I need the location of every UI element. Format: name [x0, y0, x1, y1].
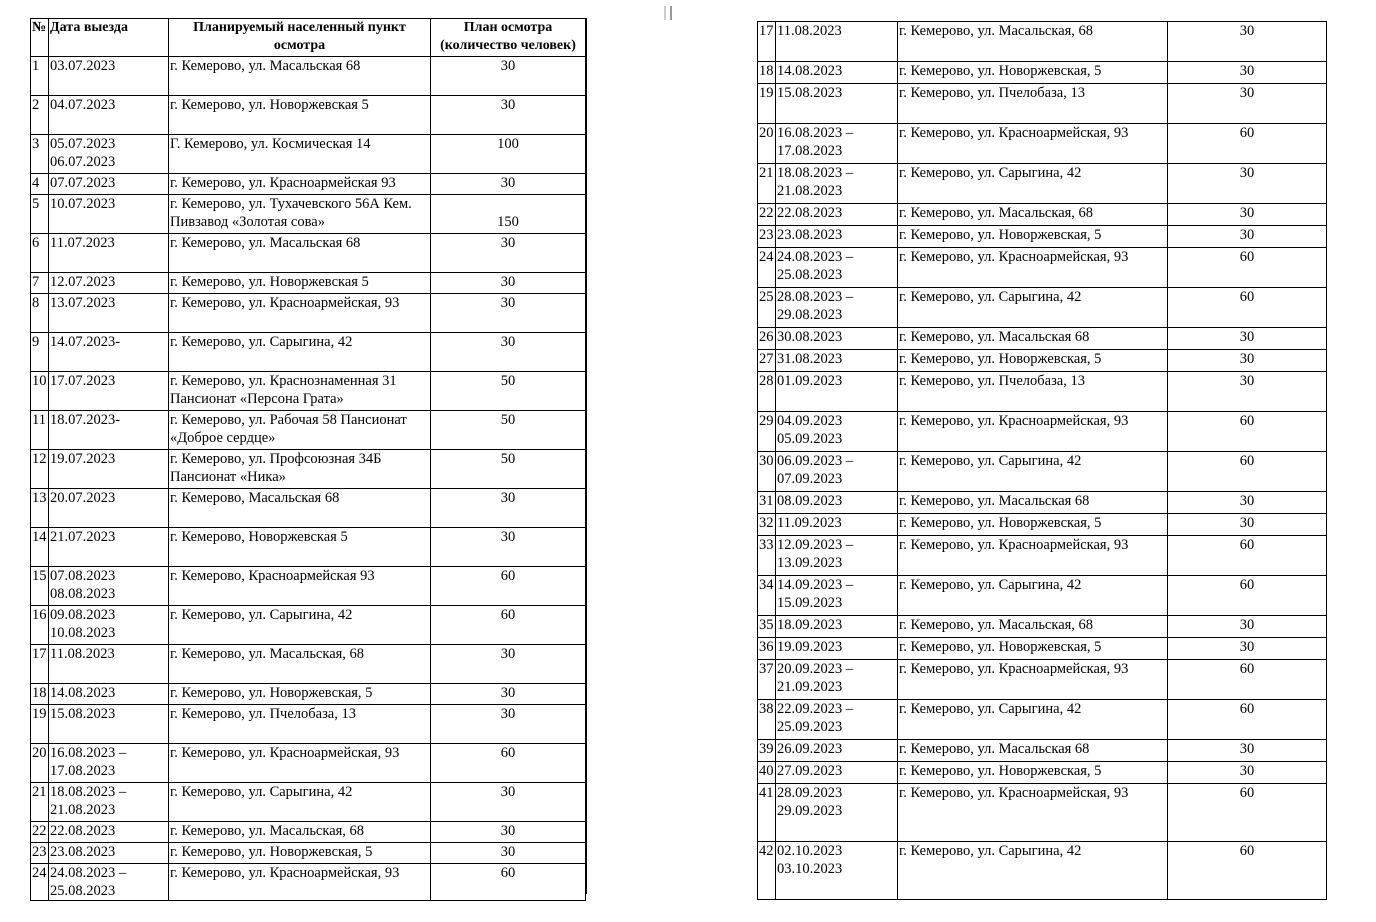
- row-plan: 30: [1168, 740, 1327, 762]
- table-row: [31, 567, 586, 606]
- row-plan: 30: [431, 489, 586, 528]
- row-plan: 60: [431, 864, 586, 901]
- table-row: [758, 452, 1327, 492]
- table-row: [758, 226, 1327, 248]
- table-row: [31, 273, 586, 294]
- row-plan: 60: [431, 606, 586, 645]
- row-date: 11.08.2023: [776, 22, 898, 62]
- row-date: 10.07.2023: [49, 195, 169, 234]
- row-place: г. Кемерово, ул. Новоржевская, 5: [898, 350, 1168, 372]
- row-place: г. Кемерово, ул. Сарыгина, 42: [898, 576, 1168, 616]
- row-num: 25: [758, 288, 776, 328]
- row-num: 20: [31, 744, 49, 783]
- row-place: г. Кемерово, ул. Масальская 68: [898, 740, 1168, 762]
- table-row: [758, 784, 1327, 842]
- row-place: г. Кемерово, ул. Красноармейская, 93: [898, 536, 1168, 576]
- row-date: 08.09.2023: [776, 492, 898, 514]
- row-plan: 30: [1168, 492, 1327, 514]
- row-num: 11: [31, 411, 49, 450]
- row-num: 24: [31, 864, 49, 901]
- row-plan: 60: [1168, 248, 1327, 288]
- row-num: 3: [31, 135, 49, 174]
- table-row: [31, 372, 586, 411]
- row-place: г. Кемерово, ул. Сарыгина, 42: [169, 783, 431, 822]
- row-place: г. Кемерово, ул. Масальская, 68: [898, 22, 1168, 62]
- row-plan: 30: [431, 822, 586, 843]
- row-place: г. Кемерово, ул. Новоржевская 5: [169, 273, 431, 294]
- row-num: 18: [31, 684, 49, 705]
- row-place: г. Кемерово, ул. Новоржевская, 5: [898, 638, 1168, 660]
- row-plan: 60: [1168, 784, 1327, 842]
- row-num: 31: [758, 492, 776, 514]
- row-plan: 30: [1168, 328, 1327, 350]
- schedule-table-right: [757, 21, 1327, 900]
- row-num: 7: [31, 273, 49, 294]
- row-plan: 30: [1168, 164, 1327, 204]
- table-header-row: [31, 19, 586, 57]
- row-date: 21.07.2023: [49, 528, 169, 567]
- row-num: 17: [31, 645, 49, 684]
- row-plan: 60: [1168, 700, 1327, 740]
- header-date: Дата выезда: [49, 19, 169, 57]
- row-place: г. Кемерово, ул. Масальская, 68: [169, 645, 431, 684]
- row-date: 14.08.2023: [49, 684, 169, 705]
- table-row: [758, 350, 1327, 372]
- row-plan: 30: [431, 294, 586, 333]
- row-num: 14: [31, 528, 49, 567]
- row-place: г. Кемерово, ул. Масальская 68: [898, 492, 1168, 514]
- row-date: 18.08.2023 – 21.08.2023: [776, 164, 898, 204]
- row-plan: 30: [431, 783, 586, 822]
- row-num: 30: [758, 452, 776, 492]
- row-num: 16: [31, 606, 49, 645]
- table-row: [31, 57, 586, 96]
- row-date: 17.07.2023: [49, 372, 169, 411]
- row-place: г. Кемерово, Новоржевская 5: [169, 528, 431, 567]
- row-plan: 150: [431, 195, 586, 234]
- row-plan: 30: [1168, 514, 1327, 536]
- row-date: 28.08.2023 – 29.08.2023: [776, 288, 898, 328]
- row-plan: 30: [1168, 204, 1327, 226]
- row-plan: 50: [431, 450, 586, 489]
- left-table-right-border: [585, 18, 587, 894]
- row-place: г. Кемерово, ул. Рабочая 58 Пансионат «Доброе сердце»: [169, 411, 431, 450]
- row-num: 26: [758, 328, 776, 350]
- row-num: 22: [31, 822, 49, 843]
- row-date: 13.07.2023: [49, 294, 169, 333]
- row-date: 09.08.2023 10.08.2023: [49, 606, 169, 645]
- row-date: 27.09.2023: [776, 762, 898, 784]
- row-num: 6: [31, 234, 49, 273]
- row-num: 20: [758, 124, 776, 164]
- row-plan: 30: [431, 705, 586, 744]
- row-plan: 30: [431, 684, 586, 705]
- row-place: г. Кемерово, ул. Красноармейская, 93: [898, 784, 1168, 842]
- row-date: 14.09.2023 – 15.09.2023: [776, 576, 898, 616]
- table-row: [31, 489, 586, 528]
- row-date: 05.07.2023 06.07.2023: [49, 135, 169, 174]
- row-date: 30.08.2023: [776, 328, 898, 350]
- row-num: 38: [758, 700, 776, 740]
- row-date: 07.07.2023: [49, 174, 169, 195]
- row-plan: 60: [1168, 288, 1327, 328]
- row-num: 4: [31, 174, 49, 195]
- row-num: 37: [758, 660, 776, 700]
- row-place: г. Кемерово, ул. Красноармейская, 93: [898, 248, 1168, 288]
- row-plan: 60: [1168, 452, 1327, 492]
- row-date: 31.08.2023: [776, 350, 898, 372]
- table-row: [758, 372, 1327, 412]
- row-place: г. Кемерово, ул. Новоржевская, 5: [898, 762, 1168, 784]
- row-place: г. Кемерово, ул. Красноармейская, 93: [169, 744, 431, 783]
- table-row: [758, 204, 1327, 226]
- row-date: 19.07.2023: [49, 450, 169, 489]
- row-num: 23: [31, 843, 49, 864]
- row-num: 9: [31, 333, 49, 372]
- row-num: 28: [758, 372, 776, 412]
- row-num: 39: [758, 740, 776, 762]
- row-num: 40: [758, 762, 776, 784]
- row-place: г. Кемерово, ул. Пчелобаза, 13: [898, 84, 1168, 124]
- row-num: 17: [758, 22, 776, 62]
- row-plan: 60: [431, 744, 586, 783]
- table-row: [758, 638, 1327, 660]
- row-date: 04.07.2023: [49, 96, 169, 135]
- row-plan: 50: [431, 372, 586, 411]
- row-place: Г. Кемерово, ул. Космическая 14: [169, 135, 431, 174]
- table-row: [31, 135, 586, 174]
- row-num: 41: [758, 784, 776, 842]
- row-num: 21: [758, 164, 776, 204]
- row-date: 06.09.2023 – 07.09.2023: [776, 452, 898, 492]
- row-date: 15.08.2023: [776, 84, 898, 124]
- table-row: [31, 843, 586, 864]
- header-num: №: [31, 19, 49, 57]
- row-plan: 30: [1168, 84, 1327, 124]
- row-plan: 30: [431, 528, 586, 567]
- row-place: г. Кемерово, ул. Сарыгина, 42: [169, 333, 431, 372]
- row-num: 32: [758, 514, 776, 536]
- row-date: 19.09.2023: [776, 638, 898, 660]
- row-date: 28.09.2023 29.09.2023: [776, 784, 898, 842]
- table-row: [31, 174, 586, 195]
- table-row: [31, 96, 586, 135]
- row-date: 11.07.2023: [49, 234, 169, 273]
- row-place: г. Кемерово, ул. Масальская, 68: [898, 616, 1168, 638]
- header-plan: План осмотра (количество человек): [431, 19, 586, 57]
- table-row: [758, 514, 1327, 536]
- table-row: [31, 333, 586, 372]
- row-place: г. Кемерово, Красноармейская 93: [169, 567, 431, 606]
- row-plan: 30: [431, 57, 586, 96]
- row-plan: 30: [1168, 226, 1327, 248]
- row-plan: 30: [431, 96, 586, 135]
- row-num: 34: [758, 576, 776, 616]
- row-date: 07.08.2023 08.08.2023: [49, 567, 169, 606]
- row-place: г. Кемерово, ул. Масальская 68: [169, 234, 431, 273]
- row-date: 18.09.2023: [776, 616, 898, 638]
- row-date: 11.09.2023: [776, 514, 898, 536]
- row-num: 29: [758, 412, 776, 452]
- row-date: 12.09.2023 – 13.09.2023: [776, 536, 898, 576]
- row-date: 20.07.2023: [49, 489, 169, 528]
- row-date: 23.08.2023: [49, 843, 169, 864]
- row-plan: 50: [431, 411, 586, 450]
- row-plan: 30: [1168, 22, 1327, 62]
- row-date: 22.08.2023: [776, 204, 898, 226]
- row-place: г. Кемерово, ул. Новоржевская 5: [169, 96, 431, 135]
- schedule-page-right: [757, 21, 1327, 900]
- table-row: [31, 864, 586, 901]
- row-plan: 60: [1168, 412, 1327, 452]
- row-place: г. Кемерово, ул. Пчелобаза, 13: [169, 705, 431, 744]
- row-date: 24.08.2023 – 25.08.2023: [49, 864, 169, 901]
- row-place: г. Кемерово, ул. Новоржевская, 5: [169, 684, 431, 705]
- row-num: 15: [31, 567, 49, 606]
- table-row: [758, 62, 1327, 84]
- row-plan: 30: [1168, 350, 1327, 372]
- row-plan: 30: [1168, 762, 1327, 784]
- row-date: 22.08.2023: [49, 822, 169, 843]
- row-num: 24: [758, 248, 776, 288]
- row-place: г. Кемерово, ул. Масальская, 68: [169, 822, 431, 843]
- row-date: 20.09.2023 – 21.09.2023: [776, 660, 898, 700]
- row-place: г. Кемерово, ул. Сарыгина, 42: [898, 700, 1168, 740]
- row-place: г. Кемерово, ул. Новоржевская, 5: [898, 226, 1168, 248]
- row-date: 18.07.2023-: [49, 411, 169, 450]
- table-row: [31, 645, 586, 684]
- table-row: [31, 450, 586, 489]
- row-date: 11.08.2023: [49, 645, 169, 684]
- row-plan: 30: [431, 234, 586, 273]
- table-row: [758, 84, 1327, 124]
- row-place: г. Кемерово, ул. Красноармейская, 93: [169, 864, 431, 901]
- row-num: 19: [758, 84, 776, 124]
- table-row: [758, 740, 1327, 762]
- schedule-table-left: [30, 18, 586, 901]
- row-place: г. Кемерово, ул. Профсоюзная 34Б Пансионат «Ника»: [169, 450, 431, 489]
- row-place: г. Кемерово, ул. Масальская 68: [898, 328, 1168, 350]
- row-plan: 60: [1168, 660, 1327, 700]
- table-row: [31, 684, 586, 705]
- table-row: [31, 744, 586, 783]
- row-place: г. Кемерово, ул. Красноармейская, 93: [898, 660, 1168, 700]
- table-row: [758, 124, 1327, 164]
- table-row: [758, 164, 1327, 204]
- table-row: [758, 576, 1327, 616]
- table-row: [758, 616, 1327, 638]
- table-row: [31, 195, 586, 234]
- row-place: г. Кемерово, ул. Красноармейская, 93: [169, 294, 431, 333]
- row-place: г. Кемерово, ул. Красноармейская, 93: [898, 412, 1168, 452]
- row-place: г. Кемерово, ул. Красноармейская 93: [169, 174, 431, 195]
- row-date: 23.08.2023: [776, 226, 898, 248]
- row-plan: 60: [1168, 124, 1327, 164]
- table-row: [758, 328, 1327, 350]
- row-num: 21: [31, 783, 49, 822]
- table-row: [758, 536, 1327, 576]
- table-row: [31, 606, 586, 645]
- row-plan: 30: [431, 174, 586, 195]
- row-plan: 30: [431, 645, 586, 684]
- table-row: [758, 660, 1327, 700]
- row-num: 1: [31, 57, 49, 96]
- table-row: [758, 842, 1327, 900]
- row-place: г. Кемерово, ул. Масальская, 68: [898, 204, 1168, 226]
- row-place: г. Кемерово, ул. Сарыгина, 42: [898, 164, 1168, 204]
- table-row: [758, 700, 1327, 740]
- row-plan: 60: [1168, 842, 1327, 900]
- row-date: 12.07.2023: [49, 273, 169, 294]
- row-num: 36: [758, 638, 776, 660]
- row-plan: 30: [1168, 638, 1327, 660]
- table-row: [31, 705, 586, 744]
- row-place: г. Кемерово, ул. Краснознаменная 31 Пансионат «Персона Грата»: [169, 372, 431, 411]
- row-plan: 60: [431, 567, 586, 606]
- table-row: [758, 248, 1327, 288]
- table-row: [31, 294, 586, 333]
- row-num: 2: [31, 96, 49, 135]
- table-row: [31, 783, 586, 822]
- page-break-marker: [664, 6, 672, 20]
- row-date: 14.08.2023: [776, 62, 898, 84]
- row-num: 22: [758, 204, 776, 226]
- table-row: [31, 234, 586, 273]
- row-num: 18: [758, 62, 776, 84]
- row-plan: 30: [431, 333, 586, 372]
- row-date: 26.09.2023: [776, 740, 898, 762]
- row-date: 24.08.2023 – 25.08.2023: [776, 248, 898, 288]
- row-plan: 30: [1168, 616, 1327, 638]
- row-place: г. Кемерово, ул. Сарыгина, 42: [898, 288, 1168, 328]
- row-plan: 30: [1168, 372, 1327, 412]
- row-plan: 30: [431, 843, 586, 864]
- row-place: г. Кемерово, ул. Сарыгина, 42: [898, 842, 1168, 900]
- row-date: 16.08.2023 – 17.08.2023: [776, 124, 898, 164]
- row-plan: 60: [1168, 536, 1327, 576]
- table-row: [758, 22, 1327, 62]
- row-date: 02.10.2023 03.10.2023: [776, 842, 898, 900]
- table-row: [31, 822, 586, 843]
- row-date: 01.09.2023: [776, 372, 898, 412]
- row-place: г. Кемерово, ул. Сарыгина, 42: [898, 452, 1168, 492]
- table-row: [758, 762, 1327, 784]
- row-date: 14.07.2023-: [49, 333, 169, 372]
- row-place: г. Кемерово, ул. Новоржевская, 5: [898, 62, 1168, 84]
- row-num: 12: [31, 450, 49, 489]
- row-date: 18.08.2023 – 21.08.2023: [49, 783, 169, 822]
- row-place: г. Кемерово, Масальская 68: [169, 489, 431, 528]
- row-place: г. Кемерово, ул. Тухачевского 56А Кем. Пивзавод «Золотая сова»: [169, 195, 431, 234]
- row-date: 04.09.2023 05.09.2023: [776, 412, 898, 452]
- table-row: [31, 411, 586, 450]
- row-num: 19: [31, 705, 49, 744]
- row-plan: 100: [431, 135, 586, 174]
- row-place: г. Кемерово, ул. Пчелобаза, 13: [898, 372, 1168, 412]
- row-date: 15.08.2023: [49, 705, 169, 744]
- table-row: [758, 492, 1327, 514]
- row-plan: 30: [431, 273, 586, 294]
- row-place: г. Кемерово, ул. Сарыгина, 42: [169, 606, 431, 645]
- row-num: 35: [758, 616, 776, 638]
- row-plan: 30: [1168, 62, 1327, 84]
- row-date: 16.08.2023 – 17.08.2023: [49, 744, 169, 783]
- row-place: г. Кемерово, ул. Новоржевская, 5: [898, 514, 1168, 536]
- row-num: 27: [758, 350, 776, 372]
- row-num: 5: [31, 195, 49, 234]
- row-place: г. Кемерово, ул. Красноармейская, 93: [898, 124, 1168, 164]
- row-num: 23: [758, 226, 776, 248]
- table-row: [758, 412, 1327, 452]
- row-plan: 60: [1168, 576, 1327, 616]
- row-date: 22.09.2023 – 25.09.2023: [776, 700, 898, 740]
- row-date: 03.07.2023: [49, 57, 169, 96]
- header-place: Планируемый населенный пункт осмотра: [169, 19, 431, 57]
- row-num: 8: [31, 294, 49, 333]
- row-place: г. Кемерово, ул. Масальская 68: [169, 57, 431, 96]
- row-num: 42: [758, 842, 776, 900]
- schedule-page-left: [30, 18, 586, 901]
- row-place: г. Кемерово, ул. Новоржевская, 5: [169, 843, 431, 864]
- table-row: [31, 528, 586, 567]
- row-num: 13: [31, 489, 49, 528]
- row-num: 10: [31, 372, 49, 411]
- row-num: 33: [758, 536, 776, 576]
- table-row: [758, 288, 1327, 328]
